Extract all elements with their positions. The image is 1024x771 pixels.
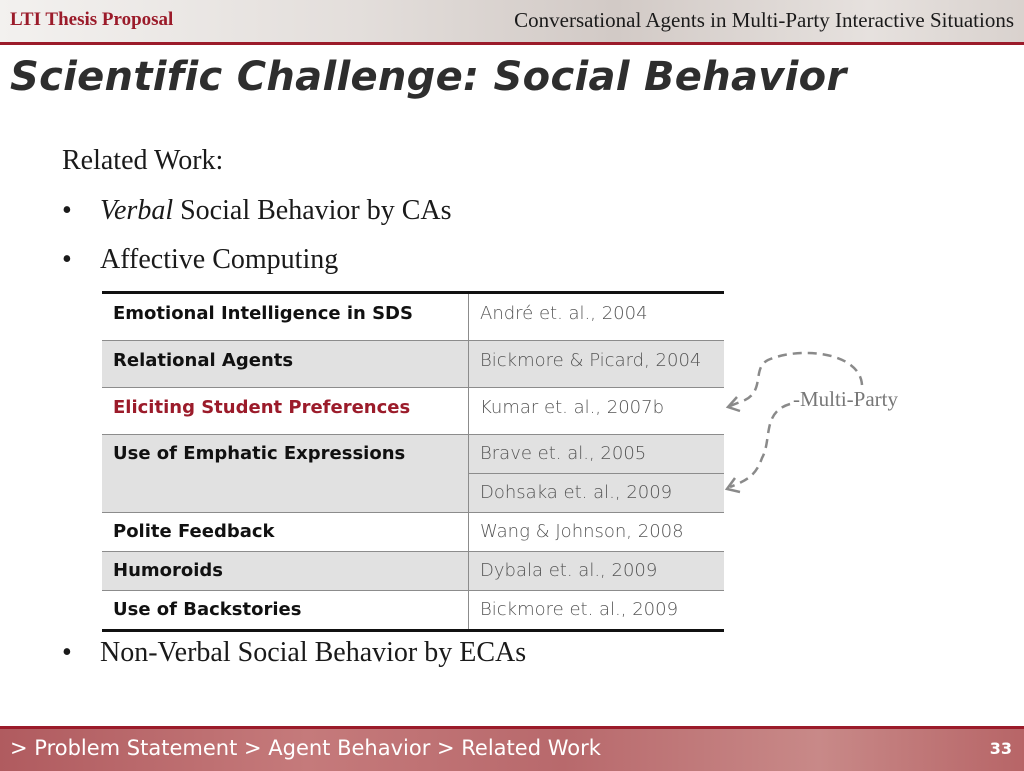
reference-cell: Dybala et. al., 2009	[469, 552, 725, 591]
table-row	[102, 552, 724, 591]
topic-cell: Humoroids	[102, 552, 469, 591]
table-row	[102, 591, 724, 631]
reference-cell: André et. al., 2004	[469, 293, 725, 341]
header-bar	[0, 0, 1024, 45]
topic-cell: Emotional Intelligence in SDS	[102, 293, 469, 341]
bullet-verbal-text: Social Behavior by CAs	[173, 195, 452, 226]
bullet-affective	[62, 244, 338, 276]
dashed-arrow-lower	[730, 404, 790, 487]
reference-cell: Dohsaka et. al., 2009	[469, 474, 725, 513]
reference-cell: Wang & Johnson, 2008	[469, 513, 725, 552]
topic-cell: Relational Agents	[102, 341, 469, 388]
bullet-verbal	[62, 195, 452, 227]
arrowhead-upper-icon	[728, 397, 740, 411]
topic-cell: Eliciting Student Preferences	[102, 388, 469, 435]
table-row	[102, 341, 724, 388]
header-right-title: Conversational Agents in Multi-Party Interactive Situations	[514, 8, 1014, 32]
reference-cell: Bickmore et. al., 2009	[480, 599, 679, 620]
arrowhead-lower-icon	[727, 478, 740, 492]
footer-bar	[0, 726, 1024, 771]
page-number: 33	[989, 739, 1012, 758]
topic-cell: Polite Feedback	[102, 513, 469, 552]
reference-cell: Kumar et. al., 2007b	[469, 388, 725, 435]
related-work-table	[102, 291, 724, 632]
reference-cell: Brave et. al., 2005	[469, 435, 725, 474]
table-row-highlighted	[102, 388, 724, 435]
bullet-dot: •	[62, 195, 72, 226]
header-left-title: LTI Thesis Proposal	[10, 9, 174, 30]
table-row	[102, 293, 724, 341]
bullet-nonverbal	[62, 637, 526, 669]
related-work-label: Related Work:	[62, 145, 224, 176]
bullet-dot: •	[62, 244, 72, 275]
reference-cell: Bickmore & Picard, 2004	[469, 341, 725, 388]
multi-party-annotation: -Multi-Party	[793, 387, 898, 411]
slide-title: Scientific Challenge: Social Behavior	[10, 54, 847, 100]
bullet-nonverbal-text: Non-Verbal Social Behavior by ECAs	[100, 637, 527, 668]
bullet-affective-text: Affective Computing	[100, 244, 339, 275]
breadcrumb: > Problem Statement > Agent Behavior > Related Work	[10, 736, 601, 760]
bullet-verbal-italic: Verbal	[100, 195, 174, 226]
table-row	[102, 435, 724, 474]
table-row	[102, 513, 724, 552]
bullet-dot: •	[62, 637, 72, 668]
topic-cell: Use of Emphatic Expressions	[102, 435, 469, 513]
topic-cell: Use of Backstories	[102, 591, 469, 631]
